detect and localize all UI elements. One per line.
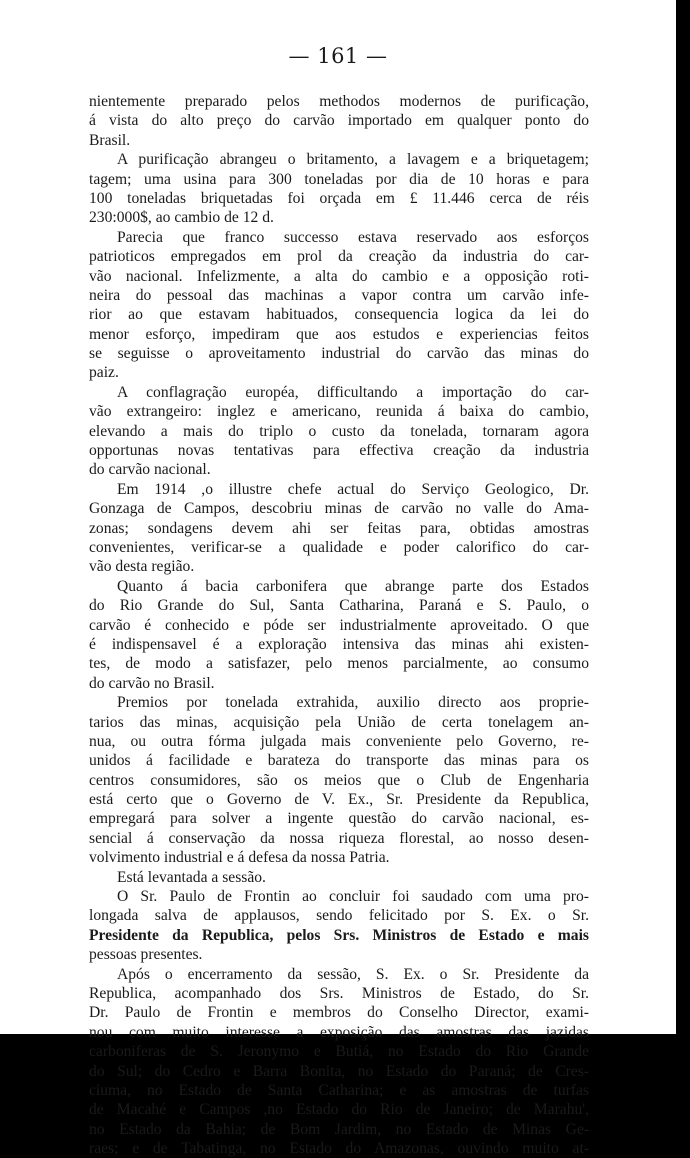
text-line: tarios das minas, acquisição pela União de certa tonelagem an- (89, 713, 589, 731)
text-line: raes; e de Tabatinga, no Estado do Amazonas, ouvindo muito at- (89, 1140, 589, 1158)
text-line: pessoas presentes. (89, 946, 203, 964)
text-line: se seguisse o aproveitamento industrial do carvão das minas do (89, 345, 589, 363)
text-line: do Rio Grande do Sul, Santa Catharina, Paraná e S. Paulo, o (89, 597, 589, 615)
text-line: Quanto á bacia carbonifera que abrange parte dos Estados (117, 577, 589, 595)
text-line: está certo que o Governo de V. Ex., Sr. Presidente da Republica, (89, 791, 589, 809)
text-line: Brasil. (89, 131, 131, 149)
text-line: Após o encerramento da sessão, S. Ex. o Sr. Presidente da (117, 965, 589, 983)
text-line: unidos á facilidade e barateza do transporte das minas para os (89, 752, 589, 770)
page-number: — 161 — (288, 44, 388, 68)
text-line: de Macahé e Campos ,no Estado do Rio de Janeiro; de Marahu', (89, 1101, 589, 1119)
body-text (89, 92, 589, 1158)
text-line: tes, de modo a satisfazer, pelo menos parcialmente, ao consumo (89, 655, 589, 673)
text-line: Dr. Paulo de Frontin e membros do Conselho Director, exami- (89, 1004, 589, 1022)
text-line: Premios por tonelada extrahida, auxilio directo aos proprie- (117, 694, 589, 712)
text-line: nientemente preparado pelos methodos modernos de purificação, (89, 93, 589, 110)
text-line: centros consumidores, são os meios que o Club de Engenharia (89, 771, 589, 789)
text-line: A conflagração européa, difficultando a importação do car- (117, 383, 589, 401)
text-line: convenientes, verificar-se a qualidade e poder calorifico do car- (89, 538, 589, 556)
text-line: 100 toneladas briquetadas foi orçada em £ 11.446 cerca de réis (89, 189, 589, 207)
text-line: do Sul; do Cedro e Barra Bonita, no Estado do Paraná; de Cres- (89, 1062, 589, 1080)
text-line: Em 1914 ,o illustre chefe actual do Serviço Geologico, Dr. (117, 480, 589, 498)
text-line: do carvão nacional. (89, 461, 211, 479)
text-line: vão desta região. (89, 558, 195, 576)
text-line: do carvão no Brasil. (89, 674, 215, 692)
text-line: no Estado da Bahia; de Bom Jardim, no Estado de Minas Ge- (89, 1120, 589, 1138)
text-line: nua, ou outra fórma julgada mais conveniente pelo Governo, re- (89, 732, 589, 750)
text-line: longada salva de applausos, sendo felicitado por S. Ex. o Sr. (89, 907, 589, 925)
text-line: é indispensavel é a exploração intensiva das minas ahi existen- (89, 635, 589, 653)
text-line: Republica, acompanhado dos Srs. Ministros de Estado, do Sr. (89, 984, 589, 1002)
text-line: empregará para solver a ingente questão do carvão nacional, es- (89, 810, 589, 828)
text-line: O Sr. Paulo de Frontin ao concluir foi saudado com uma pro- (117, 888, 589, 906)
text-line: A purificação abrangeu o britamento, a lavagem e a briquetagem; (117, 151, 589, 169)
text-line: nou com muito interesse a exposição das amostras das jazidas (89, 1023, 589, 1041)
text-line: zonas; sondagens devem ahi ser feitas para, obtidas amostras (89, 519, 589, 537)
text-line: neira do pessoal das machinas a vapor contra um carvão infe- (89, 286, 589, 304)
text-line: vão extrangeiro: inglez e americano, reunida á baixa do cambio, (89, 403, 589, 421)
text-line: Parecia que franco successo estava reservado aos esforços (117, 228, 589, 246)
text-line: carvão é conhecido e póde ser industrialmente aproveitado. O que (89, 616, 589, 634)
text-line: Presidente da Republica, pelos Srs. Ministros de Estado e mais (89, 926, 589, 944)
text-line: Gonzaga de Campos, descobriu minas de carvão no valle do Ama- (89, 500, 589, 518)
text-line: opportunas novas tentativas para effectiva creação da industria (89, 442, 589, 460)
text-line: 230:000$, ao cambio de 12 d. (89, 209, 274, 227)
text-line: carboniferas de S. Jeronymo e Butiá, no Estado do Rio Grande (89, 1043, 589, 1061)
text-line: sencial á conservação da nossa riqueza florestal, ao nosso desen- (89, 829, 589, 847)
text-line: paiz. (89, 364, 119, 382)
text-line: volvimento industrial e á defesa da nossa Patria. (89, 849, 390, 867)
text-line: á vista do alto preço do carvão importado em qualquer ponto do (89, 112, 589, 130)
text-line: elevando a mais do triplo o custo da tonelada, tornaram agora (89, 422, 589, 440)
text-line: Está levantada a sessão. (117, 868, 266, 886)
text-line: menor esforço, impediram que aos estudos e experiencias feitos (89, 325, 589, 343)
text-line: rior ao que estavam habituados, consequencia logica da lei do (89, 306, 589, 324)
text-line: tagem; uma usina para 300 toneladas por dia de 10 horas e para (89, 170, 589, 188)
text-line: ciuma, no Estado de Santa Catharina; e as amostras de turfas (89, 1081, 589, 1099)
text-line: vão nacional. Infelizmente, a alta do cambio e a opposição roti- (89, 267, 589, 285)
text-line: patrioticos empregados em prol da creação da industria do car- (89, 248, 589, 266)
